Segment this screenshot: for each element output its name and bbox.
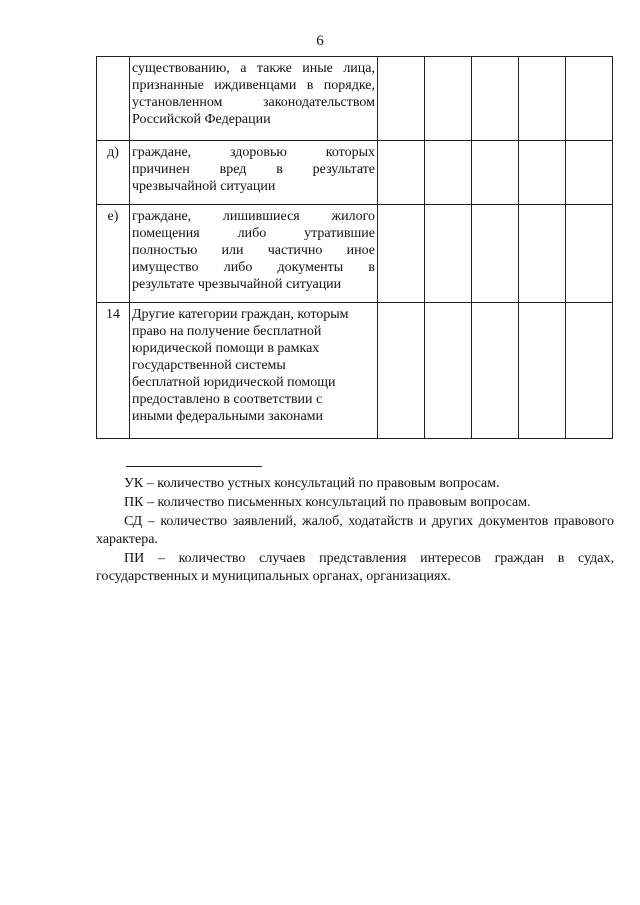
category-text-line: предоставлено в соответствии с <box>132 392 323 407</box>
category-text-line: признанные иждивенцами в порядке, <box>132 78 375 93</box>
table-row <box>97 205 613 303</box>
footnote-sd: СД – количество заявлений, жалоб, ходатайств и других документов правового характера. <box>96 514 614 547</box>
category-text-line: бесплатной юридической помощи <box>132 375 336 390</box>
category-text-line: установленном законодательством <box>132 95 375 110</box>
value-cell <box>378 57 425 141</box>
category-text-line: граждане, лишившиеся жилого <box>132 209 375 224</box>
category-text-line: юридической помощи в рамках <box>132 341 320 356</box>
table-body <box>97 57 613 439</box>
category-text-line: полностью или частично иное <box>132 243 375 258</box>
value-cell <box>472 303 519 439</box>
category-text-line: Российской Федерации <box>132 112 271 127</box>
category-text-line: государственной системы <box>132 358 286 373</box>
row-number-cell <box>97 57 130 141</box>
footnote-separator <box>126 466 262 467</box>
value-cell <box>472 141 519 205</box>
category-text-cell <box>130 303 378 439</box>
row-number-cell: д) <box>97 141 130 205</box>
footnote-pi: ПИ – количество случаев представления интересов граждан в судах, государственных и муниципальных органах, организациях. <box>96 551 614 584</box>
value-cell <box>472 205 519 303</box>
category-text-line: результате чрезвычайной ситуации <box>132 277 342 292</box>
table-row <box>97 141 613 205</box>
footnote-uk: УК – количество устных консультаций по правовым вопросам. <box>124 476 500 491</box>
category-text-line: существованию, а также иные лица, <box>132 61 375 76</box>
category-text-line: причинен вред в результате <box>132 162 375 177</box>
category-text-line: имущество либо документы в <box>132 260 375 275</box>
value-cell <box>425 57 472 141</box>
value-cell <box>566 303 613 439</box>
row-number-cell: 14 <box>97 303 130 439</box>
category-text-line: иными федеральными законами <box>132 409 324 424</box>
footnotes <box>96 475 614 587</box>
value-cell <box>566 141 613 205</box>
category-text-cell <box>130 205 378 303</box>
categories-table <box>96 56 613 439</box>
table-row <box>97 57 613 141</box>
value-cell <box>519 141 566 205</box>
value-cell <box>378 303 425 439</box>
category-text-cell <box>130 57 378 141</box>
category-text-line: Другие категории граждан, которым <box>132 307 349 322</box>
category-text-line: право на получение бесплатной <box>132 324 322 339</box>
table-row <box>97 303 613 439</box>
category-text-cell <box>130 141 378 205</box>
value-cell <box>519 303 566 439</box>
footnote-pk: ПК – количество письменных консультаций по правовым вопросам. <box>124 495 531 510</box>
category-text-line: чрезвычайной ситуации <box>132 179 276 194</box>
value-cell <box>519 57 566 141</box>
value-cell <box>378 141 425 205</box>
value-cell <box>425 303 472 439</box>
value-cell <box>378 205 425 303</box>
value-cell <box>425 205 472 303</box>
value-cell <box>425 141 472 205</box>
category-text-line: граждане, здоровью которых <box>132 145 375 160</box>
value-cell <box>472 57 519 141</box>
value-cell <box>566 57 613 141</box>
value-cell <box>519 205 566 303</box>
value-cell <box>566 205 613 303</box>
page-number: 6 <box>316 33 324 49</box>
row-number-cell: е) <box>97 205 130 303</box>
category-text-line: помещения либо утратившие <box>132 226 375 241</box>
